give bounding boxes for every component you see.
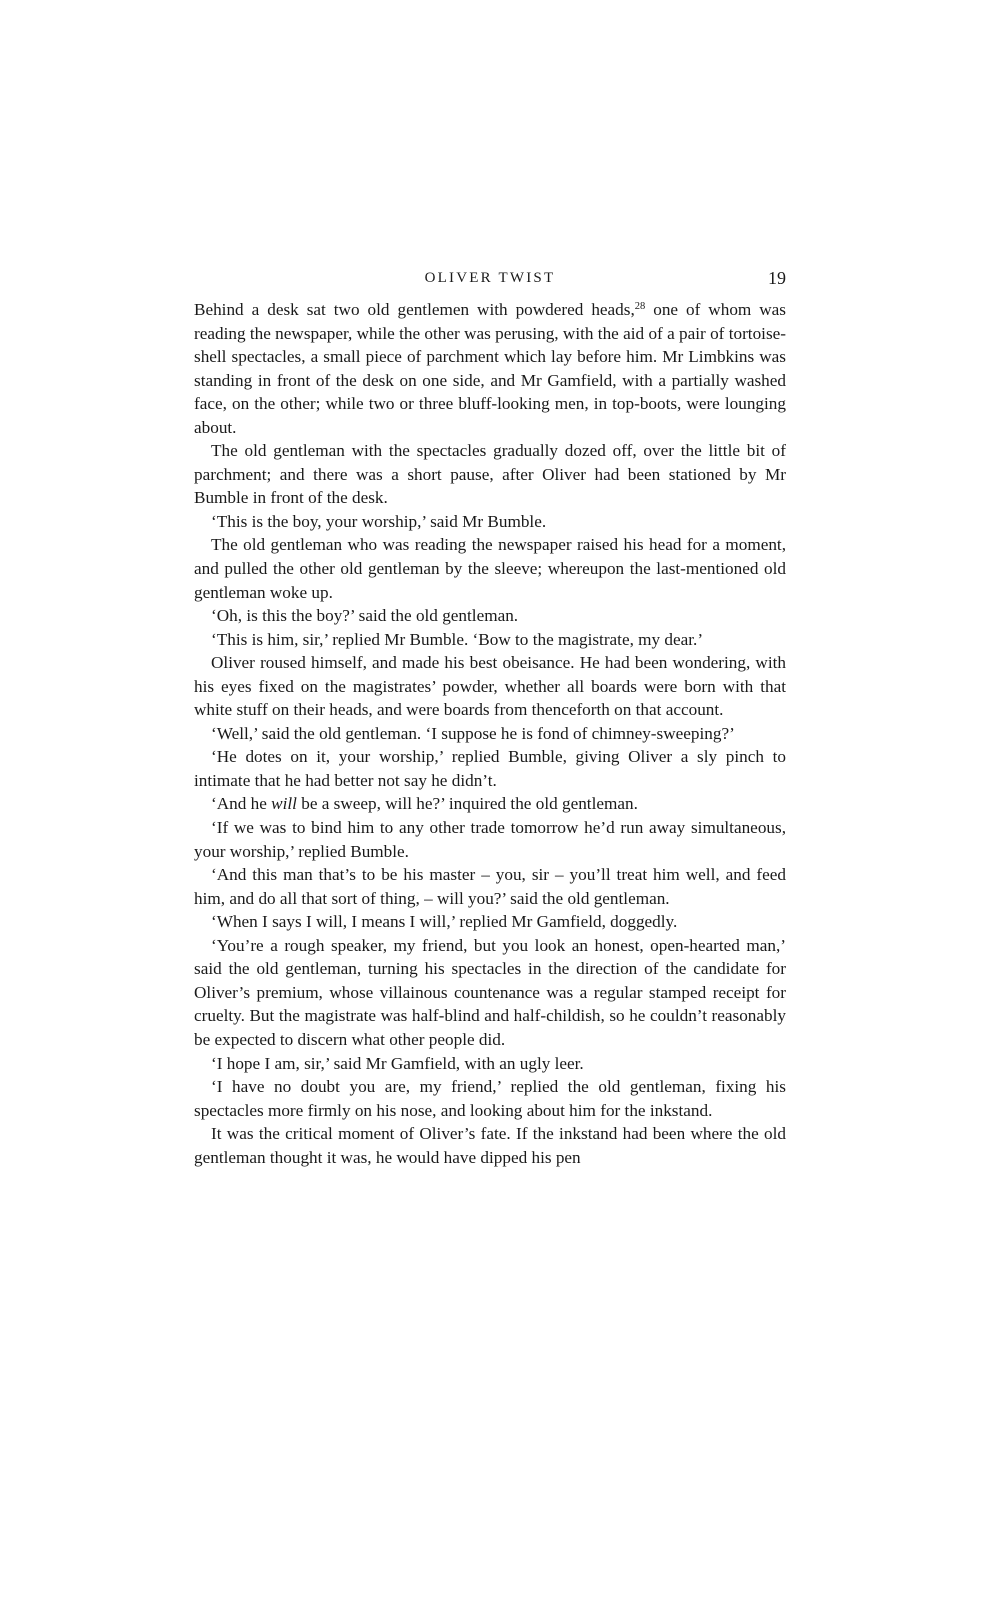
paragraph: ‘If we was to bind him to any other trade tomorrow he’d run away simultaneous, your worship,’ replied Bumble. <box>194 818 786 861</box>
paragraph: ‘He dotes on it, your worship,’ replied Bumble, giving Oliver a sly pinch to intimate that he had better not say he didn’t. <box>194 747 786 790</box>
paragraph-text: one of whom was reading the newspaper, while the other was perusing, with the aid of a pair of tortoise-shell spectacles, a small piece of parchment which lay before him. Mr Limbkins was standing in front of the desk on one side, and Mr Gamfield, with a partially washed face, on the other; while two or three bluff-looking men, in top-boots, were lounging about. <box>194 300 786 437</box>
paragraph: The old gentleman with the spectacles gradually dozed off, over the little bit of parchment; and there was a short pause, after Oliver had been stationed by Mr Bumble in front of the desk. <box>194 441 786 508</box>
emphasis: will <box>271 794 297 814</box>
paragraph: ‘This is him, sir,’ replied Mr Bumble. ‘Bow to the magistrate, my dear.’ <box>211 629 704 649</box>
paragraph: The old gentleman who was reading the newspaper raised his head for a moment, and pulled the other old gentleman by the sleeve; whereupon the last-mentioned old gentleman woke up. <box>194 535 786 602</box>
paragraph: ‘I have no doubt you are, my friend,’ replied the old gentleman, fixing his spectacles more firmly on his nose, and looking about him for the inkstand. <box>194 1077 786 1120</box>
body-text <box>194 298 786 1169</box>
running-head <box>194 268 786 298</box>
paragraph: It was the critical moment of Oliver’s fate. If the inkstand had been where the old gentleman thought it was, he would have dipped his pen <box>194 1124 786 1167</box>
paragraph-text: be a sweep, will he?’ inquired the old gentleman. <box>296 794 638 814</box>
paragraph: ‘And this man that’s to be his master – you, sir – you’ll treat him well, and feed him, and do all that sort of thing, – will you?’ said the old gentleman. <box>194 865 786 908</box>
footnote-marker: 28 <box>634 301 646 312</box>
paragraph <box>194 298 786 439</box>
paragraph: Oliver roused himself, and made his best obeisance. He had been wondering, with his eyes fixed on the magistrates’ powder, whether all boards were born with that white stuff on their heads, and were boards from thenceforth on that account. <box>194 653 786 720</box>
paragraph: ‘Well,’ said the old gentleman. ‘I suppose he is fond of chimney-sweeping?’ <box>211 723 735 743</box>
page-number: 19 <box>768 268 786 288</box>
running-title: OLIVER TWIST <box>424 270 556 286</box>
paragraph-text: Behind a desk sat two old gentlemen with powdered heads, <box>194 300 635 319</box>
paragraph: ‘You’re a rough speaker, my friend, but you look an honest, open-hearted man,’ said the old gentleman, turning his spectacles in the direction of the candidate for Oliver’s premium, whose villainous countenance was a regular stamped receipt for cruelty. But the magistrate was half-blind and half-childish, so he couldn’t reasonably be expected to discern what other people did. <box>194 935 786 1049</box>
paragraph-text: ‘And he <box>211 794 272 814</box>
paragraph: ‘When I says I will, I means I will,’ replied Mr Gamfield, doggedly. <box>211 912 678 932</box>
paragraph <box>194 792 786 816</box>
paragraph: ‘I hope I am, sir,’ said Mr Gamfield, with an ugly leer. <box>211 1053 584 1073</box>
paragraph: ‘This is the boy, your worship,’ said Mr Bumble. <box>211 511 547 531</box>
paragraph: ‘Oh, is this the boy?’ said the old gentleman. <box>211 606 519 626</box>
book-page <box>194 268 786 1169</box>
